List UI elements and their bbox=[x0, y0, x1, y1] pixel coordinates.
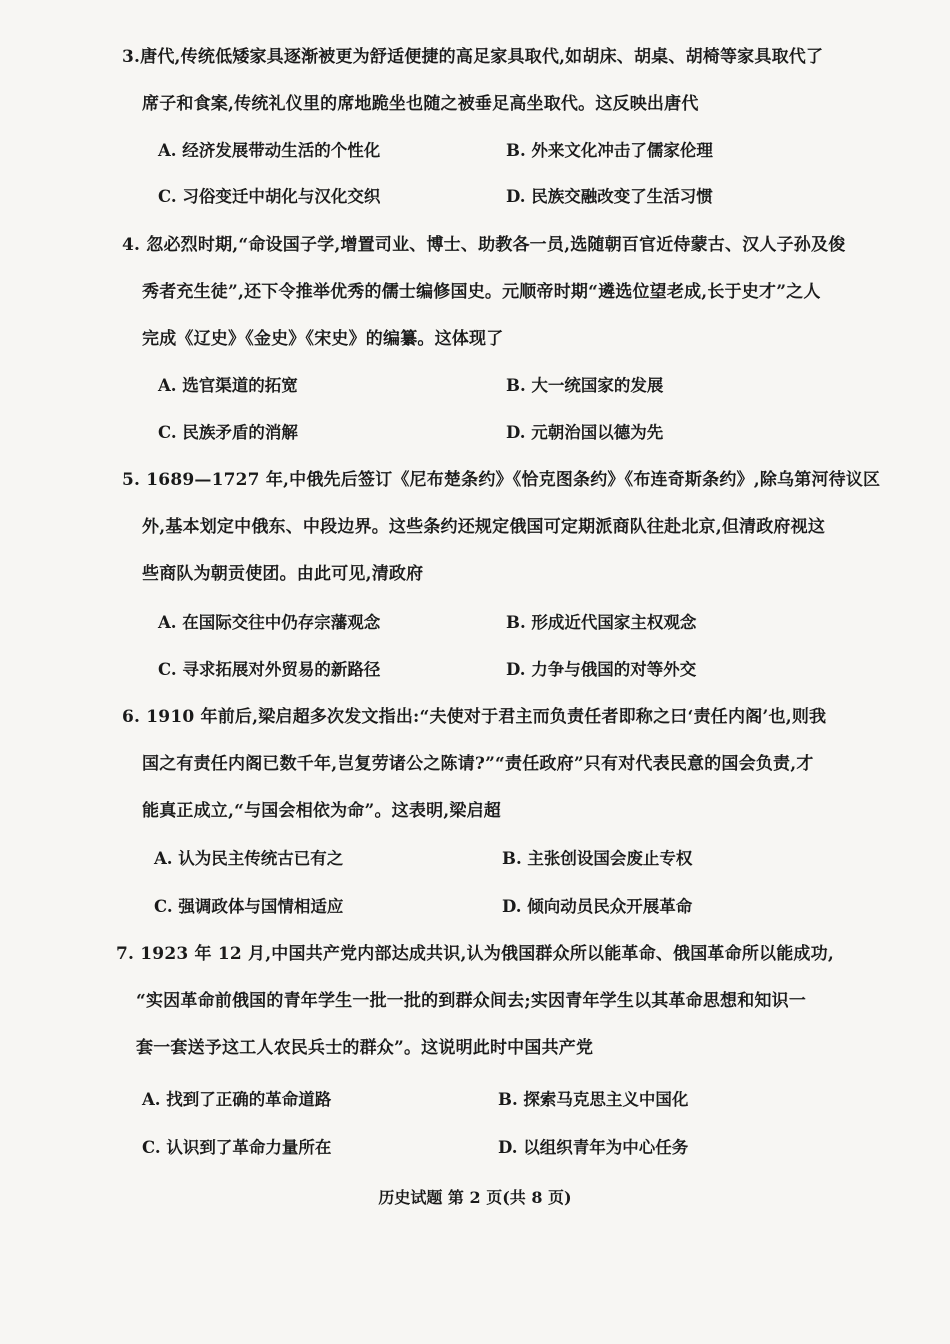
question-5-option-b: B. 形成近代国家主权观念 bbox=[506, 613, 697, 632]
question-text-line: 外,基本划定中俄东、中段边界。这些条约还规定俄国可定期派商队往赴北京,但清政府视这 bbox=[142, 517, 826, 537]
question-6-option-a: A. 认为民主传统古已有之 bbox=[154, 849, 344, 868]
question-3-option-a: A. 经济发展带动生活的个性化 bbox=[158, 141, 381, 160]
question-text-line: 套一套送予这工人农民兵士的群众”。这说明此时中国共产党 bbox=[136, 1038, 594, 1058]
question-text-line: 7. 1923 年 12 月,中国共产党内部达成共识,认为俄国群众所以能革命、俄国革命所以能成功, bbox=[116, 944, 834, 964]
question-text-line: 国之有责任内阁已数千年,岂复劳诸公之陈请?”“责任政府”只有对代表民意的国会负责,才 bbox=[142, 754, 814, 774]
question-5-option-c: C. 寻求拓展对外贸易的新路径 bbox=[158, 660, 381, 679]
question-4-option-d: D. 元朝治国以德为先 bbox=[506, 423, 664, 442]
question-7-option-b: B. 探索马克思主义中国化 bbox=[498, 1090, 689, 1109]
question-7-option-d: D. 以组织青年为中心任务 bbox=[498, 1138, 689, 1157]
question-4-option-a: A. 选官渠道的拓宽 bbox=[158, 376, 298, 395]
question-4-stem bbox=[122, 222, 846, 363]
question-3-stem bbox=[122, 34, 842, 128]
question-3-option-d: D. 民族交融改变了生活习惯 bbox=[506, 187, 713, 206]
question-5-option-a: A. 在国际交往中仍存宗藩观念 bbox=[158, 613, 381, 632]
page-footer: 历史试题 第 2 页(共 8 页) bbox=[378, 1188, 572, 1207]
question-text-line: 5. 1689—1727 年,中俄先后签订《尼布楚条约》《恰克图条约》《布连奇斯条约》,除乌第河待议区 bbox=[122, 470, 881, 490]
question-4-option-c: C. 民族矛盾的消解 bbox=[158, 423, 298, 442]
question-text-line: 秀者充生徒”,还下令推举优秀的儒士编修国史。元顺帝时期“遴选位望老成,长于史才”之人 bbox=[142, 282, 821, 302]
question-text-line: 完成《辽史》《金史》《宋史》的编纂。这体现了 bbox=[142, 329, 504, 349]
question-6-option-b: B. 主张创设国会废止专权 bbox=[502, 849, 693, 868]
question-7-option-a: A. 找到了正确的革命道路 bbox=[142, 1090, 332, 1109]
question-text-line: 能真正成立,“与国会相依为命”。这表明,梁启超 bbox=[142, 801, 501, 821]
question-text-line: 席子和食案,传统礼仪里的席地跪坐也随之被垂足高坐取代。这反映出唐代 bbox=[142, 94, 699, 114]
question-5-option-d: D. 力争与俄国的对等外交 bbox=[506, 660, 697, 679]
question-text-line: 6. 1910 年前后,梁启超多次发文指出:“夫使对于君主而负责任者即称之曰‘责任内阁’也,则我 bbox=[122, 707, 827, 727]
question-6-stem bbox=[122, 694, 842, 835]
question-5-stem bbox=[122, 457, 881, 598]
question-text-line: “实因革命前俄国的青年学生一批一批的到群众间去;实因青年学生以其革命思想和知识一 bbox=[136, 991, 807, 1011]
question-text-line: 4. 忽必烈时期,“命设国子学,增置司业、博士、助教各一员,选随朝百官近侍蒙古、汉人子孙及俊 bbox=[122, 235, 846, 255]
question-6-option-d: D. 倾向动员民众开展革命 bbox=[502, 897, 693, 916]
question-7-option-c: C. 认识到了革命力量所在 bbox=[142, 1138, 332, 1157]
question-3-option-b: B. 外来文化冲击了儒家伦理 bbox=[506, 141, 713, 160]
question-3-option-c: C. 习俗变迁中胡化与汉化交织 bbox=[158, 187, 381, 206]
question-4-option-b: B. 大一统国家的发展 bbox=[506, 376, 664, 395]
question-text-line: 3.唐代,传统低矮家具逐渐被更为舒适便捷的高足家具取代,如胡床、胡桌、胡椅等家具取代了 bbox=[122, 47, 824, 67]
question-7-stem bbox=[116, 931, 836, 1072]
question-6-option-c: C. 强调政体与国情相适应 bbox=[154, 897, 344, 916]
question-text-line: 些商队为朝贡使团。由此可见,清政府 bbox=[142, 564, 424, 584]
